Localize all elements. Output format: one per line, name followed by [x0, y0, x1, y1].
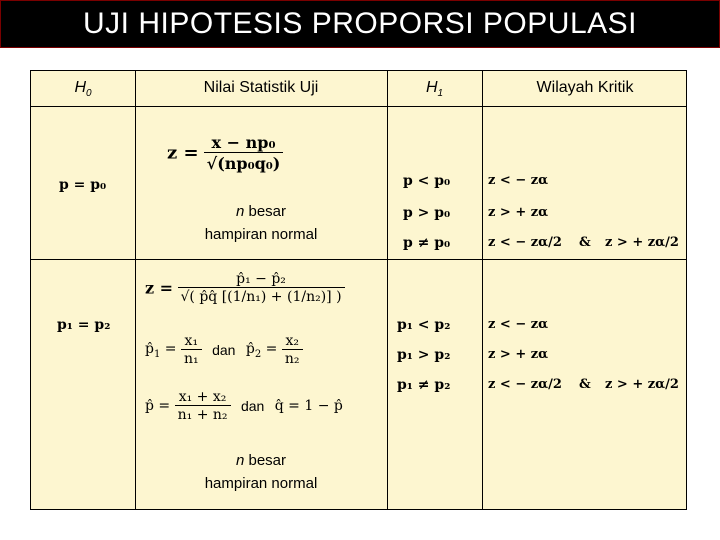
row2-crit-twosided-left: z < − zα/2 — [488, 377, 562, 392]
header-statistic: Nilai Statistik Uji — [203, 79, 319, 96]
row1-h1-greater: p > p₀ — [403, 205, 451, 221]
row2-h1-greater: p₁ > p₂ — [397, 347, 451, 363]
row2-p1hat-numerator: x₁ — [184, 333, 199, 349]
row1-crit-twosided-left: z < − zα/2 — [488, 235, 562, 250]
header-h0: $H_0$ — [74, 79, 92, 100]
row2-h1-notequal: p₁ ≠ p₂ — [397, 377, 451, 393]
hypothesis-table — [30, 70, 687, 510]
column-divider — [135, 71, 136, 509]
row2-qhat: q̂ = 1 − p̂ — [274, 398, 343, 414]
row1-h1-notequal: p ≠ p₀ — [403, 235, 451, 251]
row2-phat-components: $p̂_1$ = $\frac{\text{x₁}}{\text{n₁}}$ dan $p̂_2$ = $\frac{\text{x₂}}{\text{n₂}}$ — [145, 333, 303, 367]
column-divider — [387, 71, 388, 509]
row2-note-normal-approx: hampiran normal — [204, 475, 318, 492]
row1-note-large-n: n besar — [235, 203, 287, 220]
row2-crit-and: & — [579, 377, 591, 392]
row1-crit-twosided-right: z > + zα/2 — [605, 235, 679, 250]
row2-crit-greater: z > + zα — [488, 347, 549, 362]
row2-pooled-p: p̂ = $\frac{\text{x₁ + x₂}}{\text{n₁ + n₂}}$ dan q̂ = 1 − p̂ — [145, 389, 343, 423]
row1-h1-less: p < p₀ — [403, 173, 451, 189]
row1-crit-and: & — [579, 235, 591, 250]
page-title: UJI HIPOTESIS PROPORSI POPULASI — [83, 7, 637, 40]
row1-crit-less: z < − zα — [488, 173, 549, 188]
row1-z-formula: z = $\frac{\text{x − np₀}}{\text{√(np₀q₀)}}$ — [167, 133, 283, 173]
row2-p1hat-denominator: n₁ — [181, 349, 202, 367]
row2-z-denominator: √( p̂q̂ [(1/n₁) + (1/n₂)] ) — [178, 287, 345, 305]
row-divider — [31, 259, 686, 260]
row1-note-normal-approx: hampiran normal — [204, 226, 318, 243]
row2-z-formula: z = $\frac{\text{p̂₁ − p̂₂}}{\text{√( p̂q̂ [(1/n₁) + (1/n₂)] )}}$ — [145, 271, 345, 305]
row2-crit-less: z < − zα — [488, 317, 549, 332]
row2-phat-denominator: n₁ + n₂ — [175, 405, 231, 423]
row2-h0: p₁ = p₂ — [57, 317, 111, 333]
row2-z-numerator: p̂₁ − p̂₂ — [236, 271, 286, 287]
row2-p2hat-denominator: n₂ — [282, 349, 303, 367]
title-bar — [0, 0, 720, 48]
row2-p2hat-numerator: x₂ — [285, 333, 299, 349]
row1-crit-greater: z > + zα — [488, 205, 549, 220]
header-divider — [31, 106, 686, 107]
row1-z-numerator: x − np₀ — [211, 133, 276, 152]
row1-h0: p = p₀ — [59, 177, 107, 193]
row2-crit-twosided-right: z > + zα/2 — [605, 377, 679, 392]
row2-note-large-n: n besar — [235, 452, 287, 469]
row2-h1-less: p₁ < p₂ — [397, 317, 451, 333]
row2-phat-numerator: x₁ + x₂ — [178, 389, 227, 405]
header-h1: $H_1$ — [425, 79, 444, 100]
column-divider — [482, 71, 483, 509]
row1-z-denominator: √(np₀q₀) — [204, 152, 284, 173]
header-critical-region: Wilayah Kritik — [536, 79, 634, 96]
